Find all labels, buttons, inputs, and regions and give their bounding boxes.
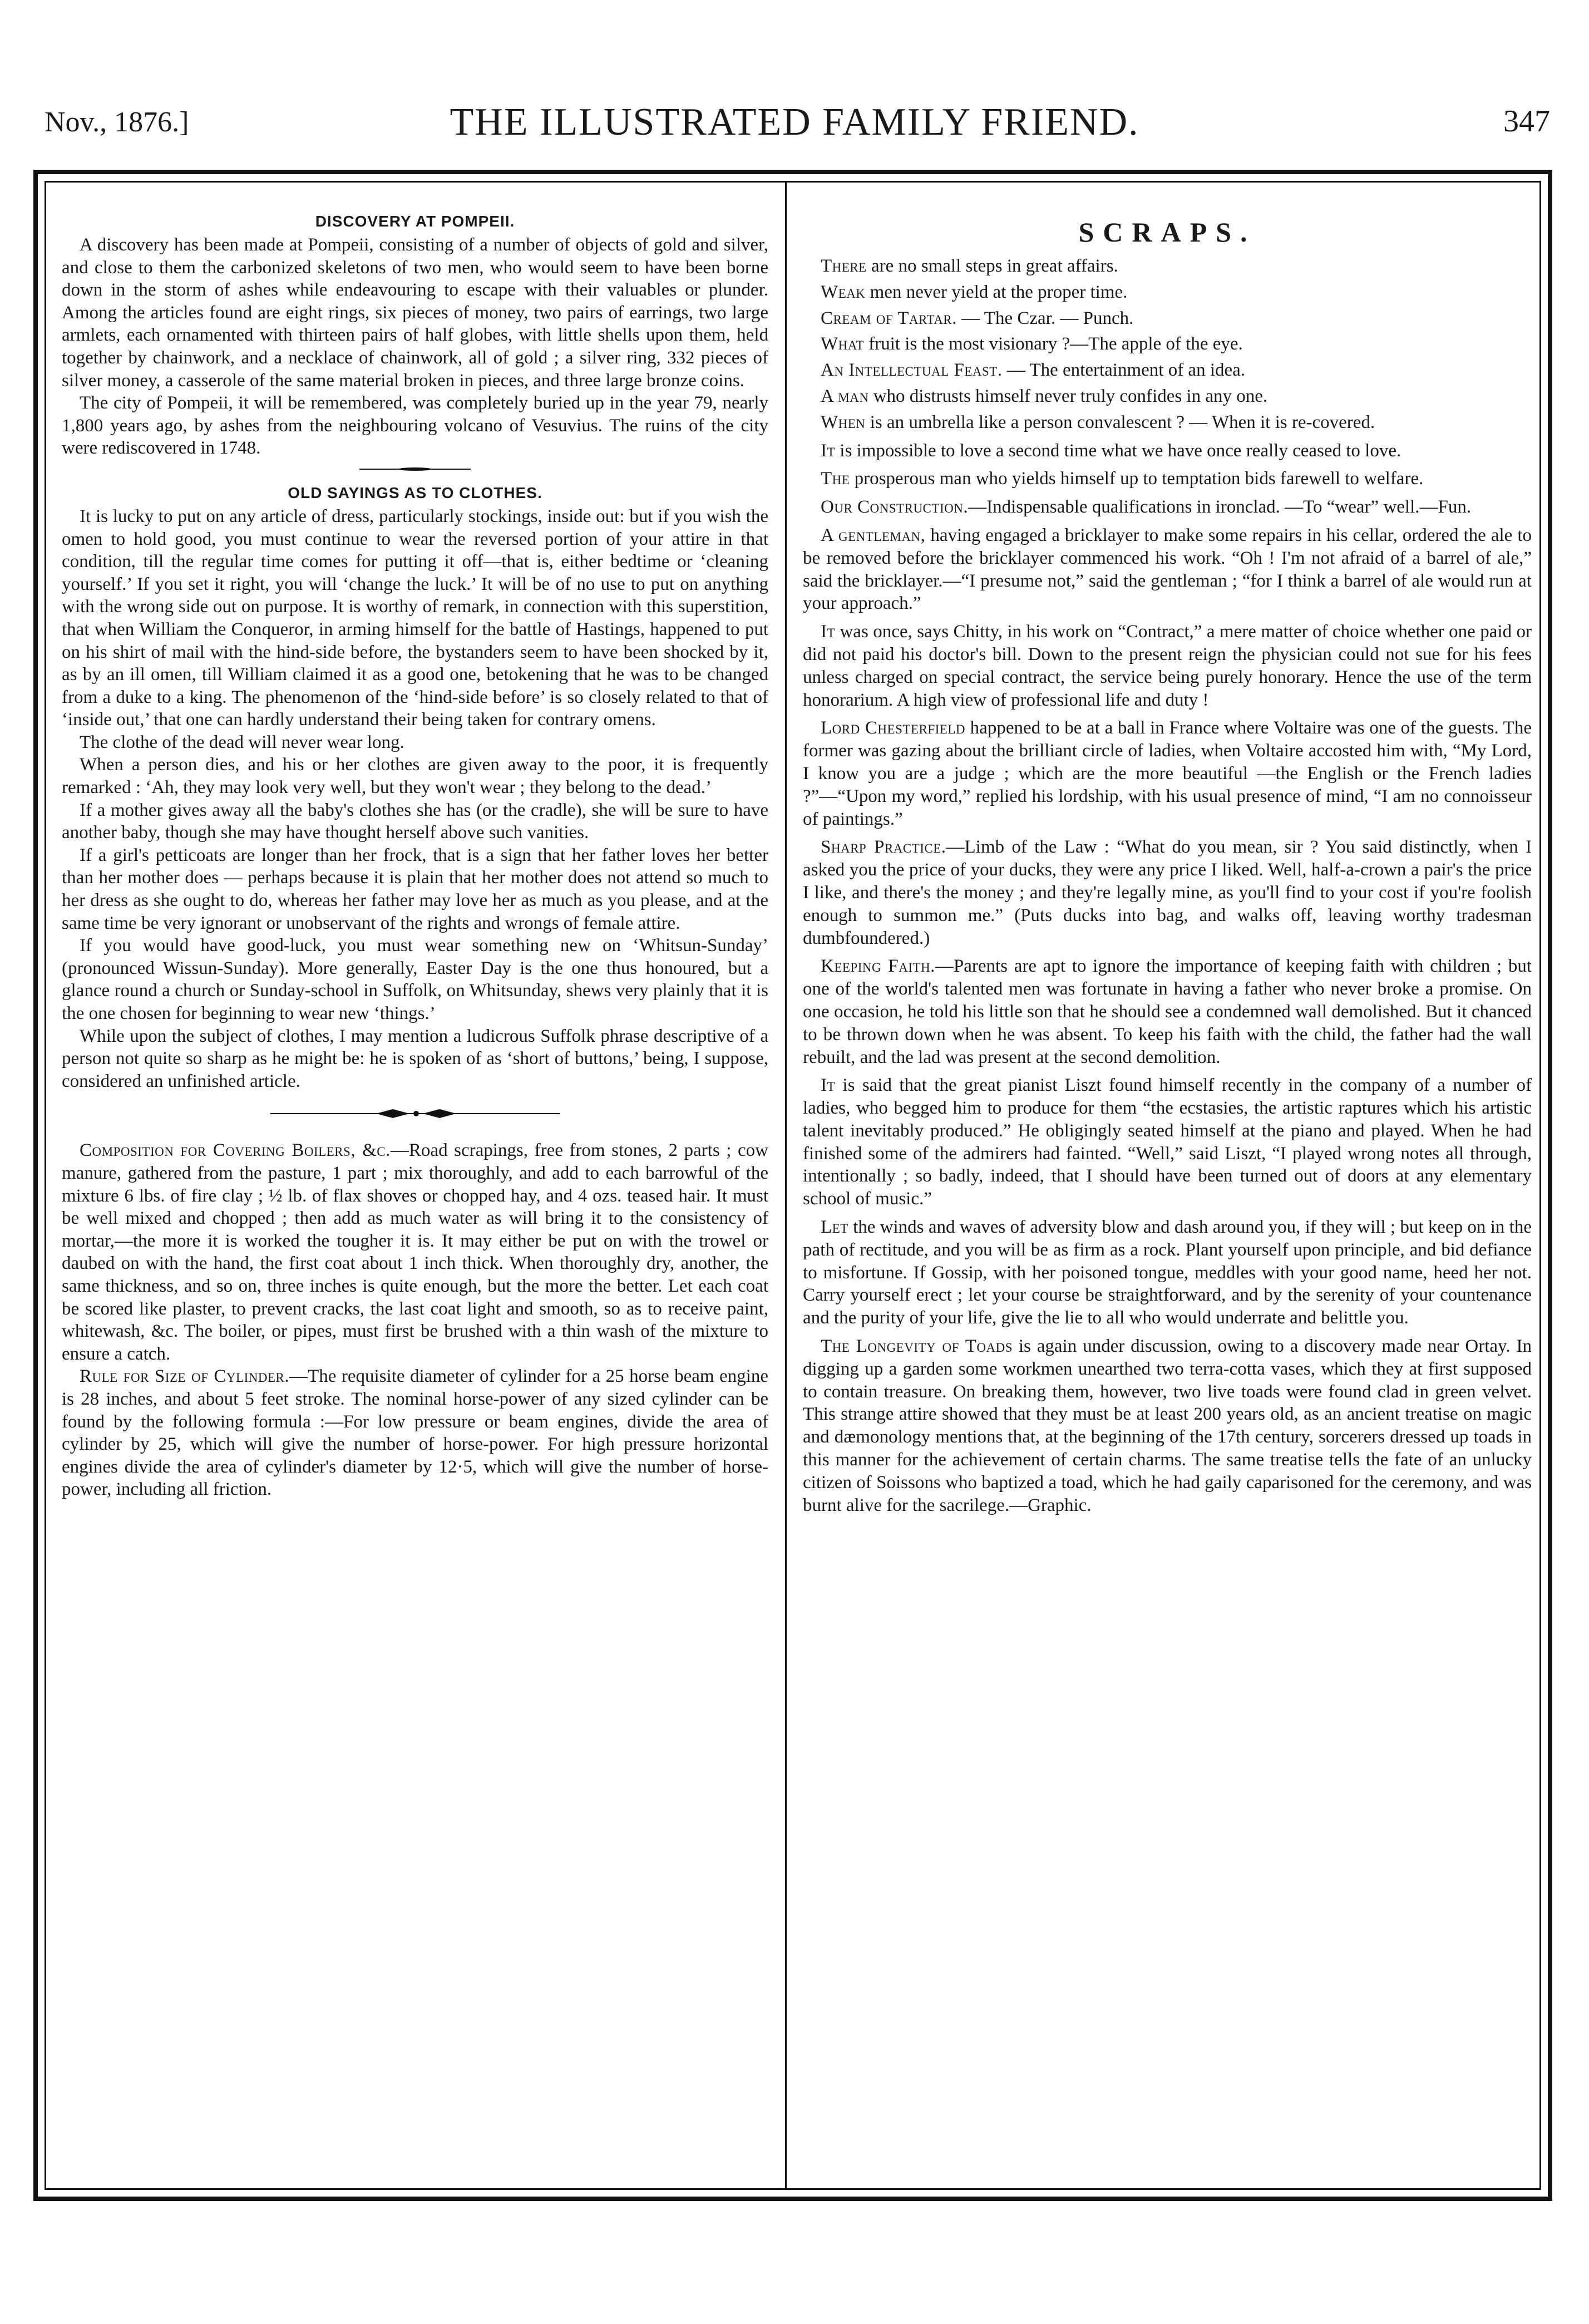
right-column <box>803 199 1532 2172</box>
scrap-item: Keeping Faith.—Parents are apt to ignore the importance of keeping faith with children ; but one of the world's talented men was fortunate in having a father who never broke a promise. On one occasion, he told his little son that he should see a condemned wall demolished. But it chanced to be thrown down when he was absent. To keep his faith with the child, the father had the wall rebuilt, and the lad was present at the second demolition. <box>803 956 1532 1067</box>
left-column <box>62 199 768 2172</box>
article-paragraph-boilers: Composition for Covering Boilers, &c.—Road scrapings, free from stones, 2 parts ; cow manure, gathered from the pasture, 1 part ; mix thoroughly, and add to each barrowful of the mixture 6 lbs. of fire clay ; ½ lb. of flax shoves or chopped hay, and 4 ozs. teased hair. It must be well mixed and chopped ; then add as much water as will bring it to the consistency of mortar,—the more it is worked the tougher it is. It may either be put on with the trowel or daubed on with the hand, the first coat about 1 inch thick. When thoroughly dry, another, the same thickness, and so on, three inches is quite enough, but the more the better. Let each coat be scored like plaster, to prevent cracks, the last coat light and smooth, so as to receive paint, whitewash, &c. The boiler, or pipes, must first be brushed with a thin wash of the mixture to ensure a catch. <box>62 1140 768 1364</box>
scrap-item: The Longevity of Toads is again under discussion, owing to a discovery made near Ortay. In digging up a garden some workmen unearthed two terra-cotta vases, which they at first supposed to contain treasure. On breaking them, however, two live toads were found clad in green velvet. This strange attire showed that they must be at least 200 years old, as an ancient treatise on magic and dæmonology mentions that, at the beginning of the 17th century, sorcerers dressed up toads in this manner for the achievement of certain charms. The same treatise tells the fate of an unlucky citizen of Soissons who baptized a toad, which he had gaily caparisoned for the ceremony, and was burnt alive for the sacrilege.—Graphic. <box>803 1336 1532 1515</box>
scrap-item: What fruit is the most visionary ?—The apple of the eye. <box>821 334 1243 354</box>
page-frame-inner <box>45 181 1541 2190</box>
article-paragraph: The clothe of the dead will never wear long. <box>80 732 404 752</box>
ornamental-divider <box>270 1107 560 1120</box>
scrap-item: A gentleman, having engaged a bricklayer to make some repairs in his cellar, ordered the ale to be removed before the bricklayer commenced his work. “Oh ! I'm not afraid of a barrel of ale,” said the bricklayer.—“I presume not,” said the gentleman ; “for I think a barrel of ale would run at your approach.” <box>803 525 1532 614</box>
page-number: 347 <box>1503 104 1550 139</box>
article-title-pompeii: DISCOVERY AT POMPEII. <box>315 213 515 230</box>
scrap-item: Sharp Practice.—Limb of the Law : “What do you mean, sir ? You said distinctly, when I asked you the price of your ducks, they were any price I liked. Well, half-a-crown a pair's the price I like, and there's the money ; and they're legally mine, as you'll find to your cost if you're foolish enough to summon me.” (Puts ducks into bag, and walks off, leaving worthy tradesman dumbfoundered.) <box>803 837 1532 948</box>
article-paragraph: When a person dies, and his or her clothes are given away to the poor, it is frequently remarked : ‘Ah, they may look very well, but they won't wear ; they belong to the dead.’ <box>62 755 768 798</box>
scraps-title: SCRAPS. <box>1078 216 1256 248</box>
scrap-item: A man who distrusts himself never truly confides in any one. <box>821 386 1268 406</box>
article-paragraph: The city of Pompeii, it will be remembered, was completely buried up in the year 79, nearly 1,800 years ago, by ashes from the neighbouring volcano of Vesuvius. The ruins of the city were rediscovered in 1748. <box>62 393 768 459</box>
scrap-item: The prosperous man who yields himself up to temptation bids farewell to welfare. <box>821 469 1424 489</box>
scrap-item: When is an umbrella like a person convalescent ? — When it is re-covered. <box>821 412 1375 432</box>
page-header <box>33 95 1556 150</box>
scrap-item: It is impossible to love a second time what we have once really ceased to love. <box>821 440 1402 461</box>
scrap-item: It is said that the great pianist Liszt found himself recently in the company of a number of ladies, who begged him to produce for them “the ecstasies, the artistic raptures which his artistic talent inevitably produced.” He obligingly seated himself at the piano and played. When he had finished some of the admirers had fainted. “Well,” said Liszt, “I played wrong notes all through, intentionally ; so badly, indeed, that I should have been turned out of doors at any elementary school of music.” <box>803 1075 1532 1209</box>
article-paragraph: If a girl's petticoats are longer than her frock, that is a sign that her father loves her better than her mother does — perhaps because it is plain that her mother does not attend so much to her dress as she ought to do, whereas her father may love her as much as you please, and at the same time be very ignorant or unobservant of the rights and wrongs of female attire. <box>62 845 768 933</box>
page-frame <box>33 170 1552 2201</box>
article-paragraph: If a mother gives away all the baby's clothes she has (or the cradle), she will be sure to have another baby, though she may have thought herself above such vanities. <box>62 800 768 843</box>
scrap-item: Our Construction.—Indispensable qualifications in ironclad. —To “wear” well.—Fun. <box>821 497 1472 518</box>
scrap-item: Cream of Tartar. — The Czar. — Punch. <box>821 308 1134 328</box>
issue-date: Nov., 1876.] <box>45 106 189 138</box>
scrap-item: Let the winds and waves of adversity blow and dash around you, if they will ; but keep on in the path of rectitude, and you will be as firm as a rock. Plant yourself upon principle, and bid defiance to misfortune. If Gossip, with her poisoned tongue, meddles with your good name, heed her not. Carry yourself erect ; let your course be straightforward, and by the serenity of your countenance and the purity of your life, give the lie to all who would underrate and belittle you. <box>803 1217 1532 1328</box>
scrap-item: It was once, says Chitty, in his work on “Contract,” a mere matter of choice whether one paid or did not paid his doctor's bill. Down to the present reign the physician could not sue for his fees unless charged on special contract, the service being purely honorary. Hence the use of the term honorarium. A high view of professional life and duty ! <box>803 622 1532 710</box>
column-divider <box>785 183 787 2188</box>
scrap-item: Lord Chesterfield happened to be at a ball in France where Voltaire was one of the guests. The former was gazing about the brilliant circle of ladies, when Voltaire accosted him with, “My Lord, I know you are a judge ; which are the more beautiful —the English or the French ladies ?”—“Upon my word,” replied his lordship, with his usual presence of mind, “I am no connoisseur of paintings.” <box>803 718 1532 829</box>
article-paragraph-cylinder: Rule for Size of Cylinder.—The requisite diameter of cylinder for a 25 horse beam engine is 28 inches, and about 5 feet stroke. The nominal horse-power of any sized cylinder can be found by the following formula :—For low pressure or beam engines, divide the area of cylinder by 25, which will give the number of horse-power. For high pressure horizontal engines divide the area of cylinder's diameter by 12·5, which will give the number of horse-power, including all friction. <box>62 1366 768 1500</box>
article-paragraph: If you would have good-luck, you must wear something new on ‘Whitsun-Sunday’ (pronounced Wissun-Sunday). More generally, Easter Day is the one thus honoured, but a glance round a church or Sunday-school in Suffolk, on Whitsunday, shews very plainly that it is the one chosen for beginning to wear new ‘things.’ <box>62 935 768 1023</box>
article-paragraph: It is lucky to put on any article of dress, particularly stockings, inside out: but if you wish the omen to hold good, you must continue to wear the reversed portion of your attire in that condition, till the regular time comes for putting it off—that is, either bedtime or ‘cleaning yourself.’ If you set it right, you will ‘change the luck.’ It will be of no use to put on anything with the wrong side out on purpose. It is worthy of remark, in connection with this superstition, that when William the Conqueror, in arming himself for the battle of Hastings, happened to put on his shirt of mail with the hind-side before, the bystanders seem to have been shocked by it, as by an ill omen, till William claimed it as a good one, betokening that he was to be changed from a duke to a king. The phenomenon of the ‘hind-side before’ is so closely related to that of ‘inside out,’ that one can hardly understand their being taken for contrary omens. <box>62 506 768 730</box>
scrap-item: An Intellectual Feast. — The entertainment of an idea. <box>821 360 1246 381</box>
publication-title: THE ILLUSTRATED FAMILY FRIEND. <box>450 101 1139 144</box>
scrap-item: Weak men never yield at the proper time. <box>821 282 1128 302</box>
article-title-clothes: OLD SAYINGS AS TO CLOTHES. <box>288 484 542 501</box>
section-divider <box>359 467 471 471</box>
article-paragraph: A discovery has been made at Pompeii, consisting of a number of objects of gold and silver, and close to them the carbonized skeletons of two men, who would seem to have been borne down in the storm of ashes while endeavouring to escape with their valuables or plunder. Among the articles found are eight rings, six pieces of money, two pairs of earrings, two large armlets, each ornamented with thirteen pairs of half globes, with little shells upon them, held together by chainwork, and a necklace of chainwork, all of gold ; a silver ring, 332 pieces of silver money, a casserole of the same material broken in pieces, and three large bronze coins. <box>62 235 768 391</box>
article-paragraph: While upon the subject of clothes, I may mention a ludicrous Suffolk phrase descriptive of a person not quite so sharp as he might be: he is spoken of as ‘short of buttons,’ being, I suppose, considered an unfinished article. <box>62 1026 768 1091</box>
scrap-item: There are no small steps in great affairs. <box>821 256 1118 276</box>
